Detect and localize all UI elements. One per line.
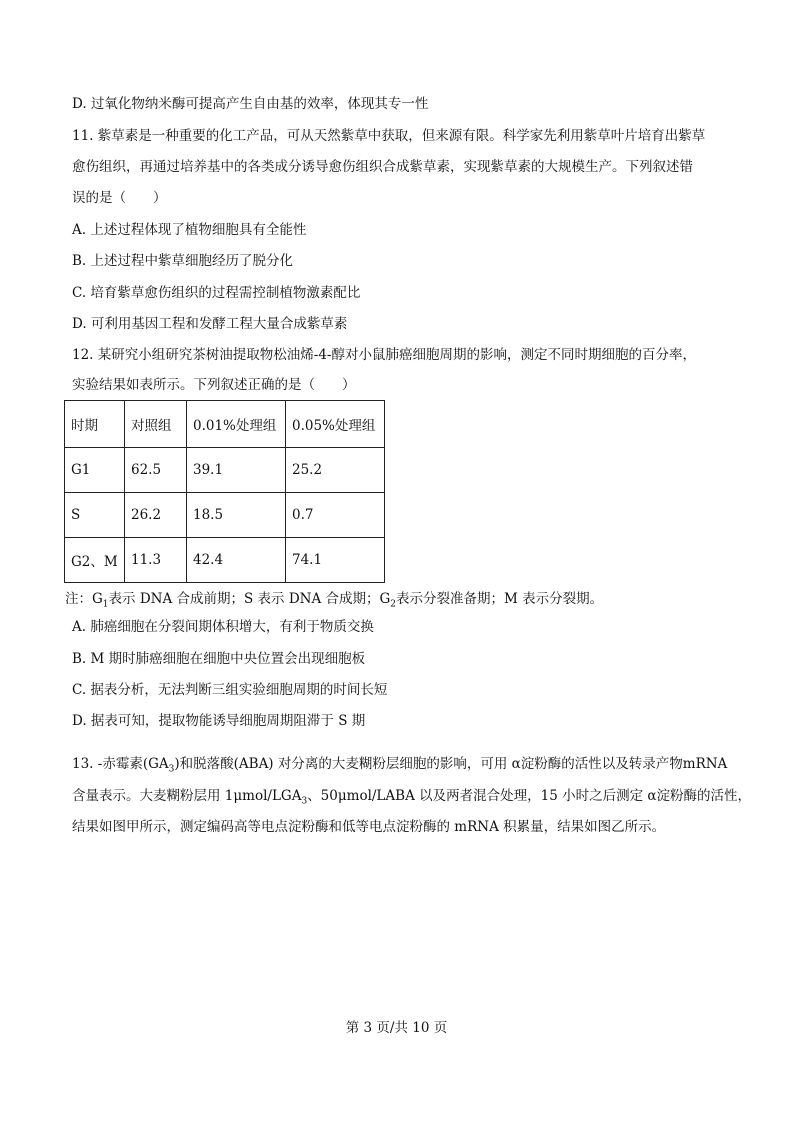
note-text: 表示分裂准备期；M 表示分裂期。 — [396, 591, 604, 607]
note-text: 注：G — [65, 591, 103, 607]
table-cell: S — [65, 493, 125, 538]
q12-option-d: D. 据表可知，提取物能诱导细胞周期阻滞于 S 期 — [72, 713, 366, 729]
q11-stem-line-2: 愈伤组织，再通过培养基中的各类成分诱导愈伤组织合成紫草素，实现紫草素的大规模生产。下列叙述错 — [72, 159, 693, 175]
table-header-row — [65, 401, 385, 448]
q11-option-d: D. 可利用基因工程和发酵工程大量合成紫草素 — [72, 316, 348, 332]
table-cell: 11.3 — [125, 538, 187, 583]
q13-subscript: 3 — [168, 764, 175, 775]
table-cell: 25.2 — [286, 448, 385, 493]
q11-option-b: B. 上述过程中紫草细胞经历了脱分化 — [72, 253, 294, 269]
q13-text: 含量表示。大麦糊粉层用 1μmol/LGA — [72, 788, 302, 804]
table-cell: 62.5 — [125, 448, 187, 493]
table-cell: 39.1 — [187, 448, 286, 493]
q11-stem-line-1: 11. 紫草素是一种重要的化工产品，可从天然紫草中获取，但来源有限。科学家先利用紫草叶片培育出紫草 — [72, 128, 706, 144]
table-cell: 42.4 — [187, 538, 286, 583]
table-cell: G1 — [65, 448, 125, 493]
q12-option-a: A. 肺癌细胞在分裂间期体积增大，有利于物质交换 — [72, 619, 374, 635]
table-header-cell: 时期 — [65, 401, 125, 448]
q11-option-a: A. 上述过程体现了植物细胞具有全能性 — [72, 222, 307, 238]
page-footer: 第 3 页/共 10 页 — [345, 1020, 448, 1036]
q13-text: 、50μmol/LABA 以及两者混合处理，15 小时之后测定 α淀粉酶的活性， — [307, 788, 751, 804]
table-row — [65, 538, 385, 583]
q12-option-b: B. M 期时肺癌细胞在细胞中央位置会出现细胞板 — [72, 651, 366, 667]
table-header-cell: 0.01%处理组 — [187, 401, 286, 448]
table-cell: 26.2 — [125, 493, 187, 538]
q11-option-c: C. 培育紫草愈伤组织的过程需控制植物激素配比 — [72, 285, 361, 301]
table-row — [65, 493, 385, 538]
q13-stem-line-2 — [72, 786, 751, 812]
table-cell: G2、M — [65, 538, 125, 583]
q11-stem-line-3: 误的是（ ） — [72, 190, 167, 206]
table-cell: 0.7 — [286, 493, 385, 538]
table-cell: 74.1 — [286, 538, 385, 583]
q13-stem-line-1 — [72, 754, 727, 780]
note-subscript: 2 — [390, 599, 397, 610]
q13-subscript: 3 — [301, 796, 308, 807]
q12-stem-line-2: 实验结果如表所示。下列叙述正确的是（ ） — [72, 377, 356, 393]
cell-cycle-table — [64, 400, 385, 583]
table-header-cell: 对照组 — [125, 401, 187, 448]
q13-stem-line-3: 结果如图甲所示，测定编码高等电点淀粉酶和低等电点淀粉酶的 mRNA 积累量，结果如图乙所示。 — [72, 819, 666, 835]
table-header-cell: 0.05%处理组 — [286, 401, 385, 448]
q13-text: 13. -赤霉素(GA — [72, 756, 169, 772]
q12-option-c: C. 据表分析，无法判断三组实验细胞周期的时间长短 — [72, 682, 388, 698]
note-text: 表示 DNA 合成前期；S 表示 DNA 合成期；G — [108, 591, 391, 607]
q12-table-note — [65, 589, 603, 615]
q10-option-d: D. 过氧化物纳米酶可提高产生自由基的效率，体现其专一性 — [72, 96, 429, 112]
table-cell: 18.5 — [187, 493, 286, 538]
note-subscript: 1 — [102, 599, 109, 610]
q13-text: )和脱落酸(ABA) 对分离的大麦糊粉层细胞的影响，可用 α淀粉酶的活性以及转录产物mRNA — [174, 756, 728, 772]
table-row — [65, 448, 385, 493]
q12-stem-line-1: 12. 某研究小组研究茶树油提取物松油烯-4-醇对小鼠肺癌细胞周期的影响，测定不同时期细胞的百分率， — [72, 347, 696, 363]
